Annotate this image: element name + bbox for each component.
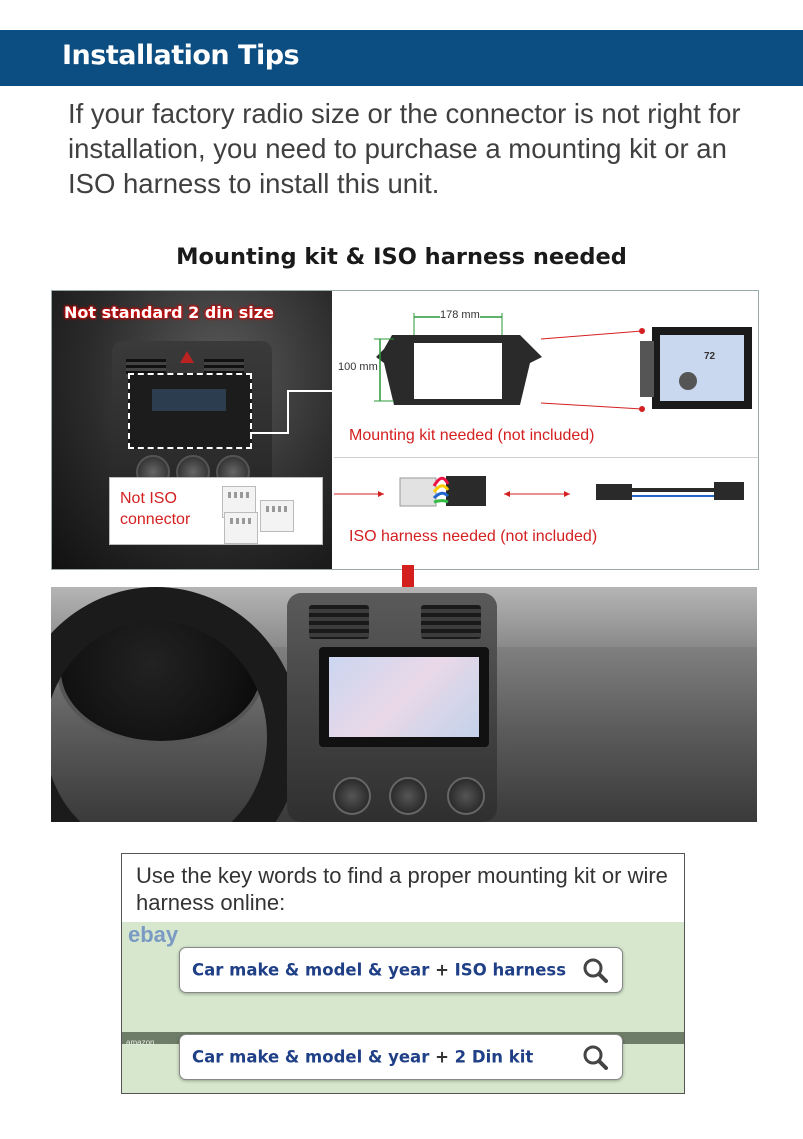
iso-harness-diagram [334, 458, 758, 570]
search-text-iso [192, 961, 566, 980]
search-icon [582, 1044, 608, 1070]
not-standard-badge: Not standard 2 din size [64, 303, 274, 322]
knob [333, 777, 371, 815]
not-iso-line1: Not ISO [120, 490, 177, 507]
intro-text: If your factory radio size or the connector is not right for installation, you need to purchase a mounting kit or an ISO harness to install this unit. [68, 98, 741, 199]
search-suffix: 2 Din kit [454, 1047, 534, 1067]
amazon-logo: amazon [126, 1038, 155, 1047]
head-unit-screen [329, 657, 479, 737]
installed-car-photo [51, 587, 757, 822]
keyword-box [121, 853, 685, 1094]
search-plus: + [429, 960, 455, 980]
search-plus: + [429, 1047, 455, 1067]
keyword-intro: Use the key words to find a proper mounting kit or wire harness online: [136, 863, 668, 915]
comparison-panel [51, 290, 759, 570]
search-pill-iso[interactable] [179, 947, 623, 993]
vent [421, 605, 481, 639]
height-dimension: 100 mm [338, 361, 378, 373]
iso-harness-area [334, 457, 758, 570]
section-heading: Mounting kit & ISO harness needed [176, 244, 627, 270]
not-iso-callout [109, 477, 323, 545]
mounting-kit-area [334, 291, 758, 455]
knob [447, 777, 485, 815]
mounting-kit-label: Mounting kit needed (not included) [349, 427, 595, 444]
search-pill-2din[interactable] [179, 1034, 623, 1080]
search-main: Car make & model & year [192, 960, 430, 980]
page-title: Installation Tips [62, 40, 300, 71]
ebay-logo: ebay [128, 922, 179, 947]
width-dimension: 178 mm [440, 309, 480, 321]
not-iso-line2: connector [120, 511, 191, 528]
not-iso-label [120, 488, 190, 530]
unit-temp: 72 [704, 351, 716, 362]
search-text-2din [192, 1048, 533, 1067]
iso-harness-label: ISO harness needed (not included) [349, 528, 598, 545]
search-suffix: ISO harness [454, 960, 567, 980]
plug-icon [260, 500, 294, 532]
vent [309, 605, 369, 639]
search-main: Car make & model & year [192, 1047, 430, 1067]
search-icon [582, 957, 608, 983]
knob [389, 777, 427, 815]
plug-icon [224, 512, 258, 544]
installed-head-unit [319, 647, 489, 747]
